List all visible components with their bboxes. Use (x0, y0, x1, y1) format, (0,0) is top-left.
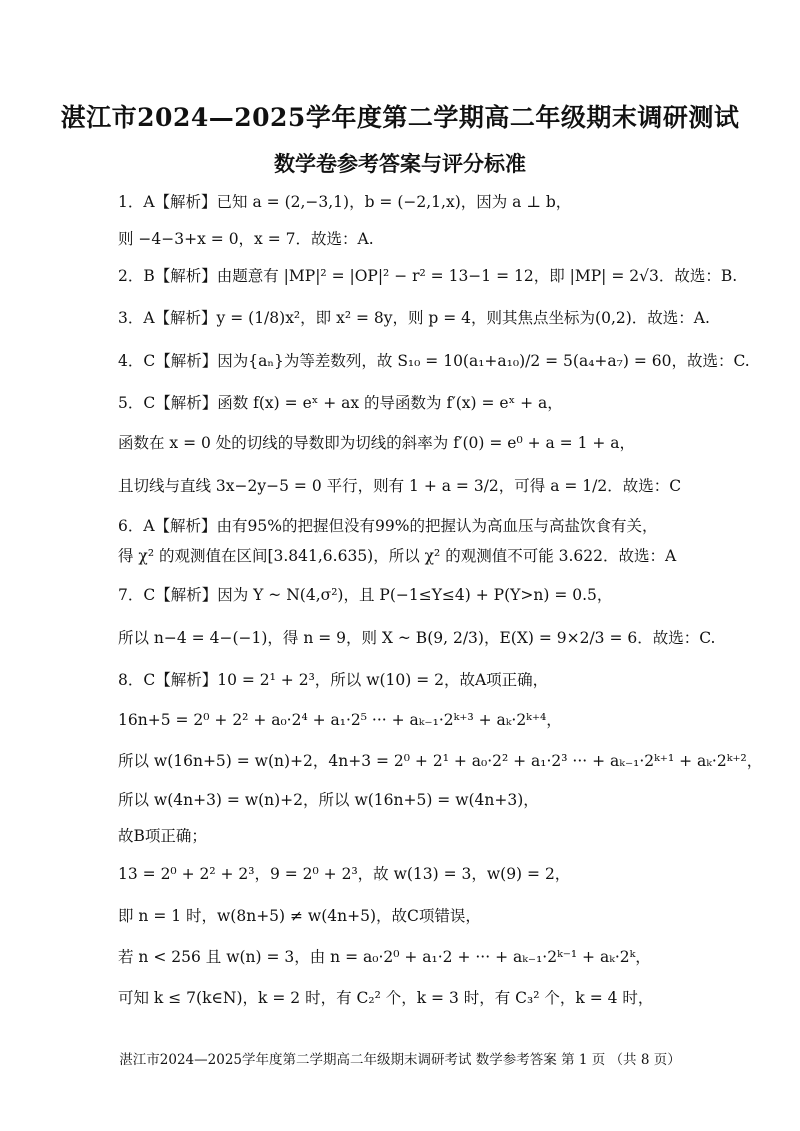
answer-line: 6．A【解析】由有95%的把握但没有99%的把握认为高血压与高盐饮食有关， (118, 517, 658, 535)
answer-line: 4．C【解析】因为{aₙ}为等差数列，故 S₁₀ = 10(a₁+a₁₀)/2 = 5(a₄+a₇) = 60，故选：C. (118, 352, 750, 370)
answer-line: 7．C【解析】因为 Y ~ N(4,σ²)，且 P(−1≤Y≤4) + P(Y>n) = 0.5， (118, 586, 613, 604)
answer-line: 3．A【解析】y = (1/8)x²，即 x² = 8y，则 p = 4，则其焦点坐标为(0,2)．故选：A. (118, 309, 710, 327)
answer-line: 则 −4−3+x = 0，x = 7．故选：A. (118, 230, 374, 248)
answer-line: 16n+5 = 2⁰ + 2² + a₀·2⁴ + a₁·2⁵ ··· + aₖ₋₁·2ᵏ⁺³ + aₖ·2ᵏ⁺⁴， (118, 711, 562, 729)
answer-line: 可知 k ≤ 7(k∈N)，k = 2 时，有 C₂² 个，k = 3 时，有 C₃² 个，k = 4 时， (118, 989, 654, 1007)
answer-line: 所以 n−4 = 4−(−1)，得 n = 9，则 X ~ B(9, 2/3)，E(X) = 9×2/3 = 6．故选：C. (118, 629, 716, 647)
answer-line: 2．B【解析】由题意有 |MP|² = |OP|² − r² = 13−1 = 12，即 |MP| = 2√3．故选：B. (118, 267, 738, 285)
answer-line: 若 n < 256 且 w(n) = 3，由 n = a₀·2⁰ + a₁·2 + ··· + aₖ₋₁·2ᵏ⁻¹ + aₖ·2ᵏ， (118, 948, 651, 966)
answer-line: 13 = 2⁰ + 2² + 2³，9 = 2⁰ + 2³，故 w(13) = 3，w(9) = 2， (118, 865, 571, 883)
answer-line: 8．C【解析】10 = 2¹ + 2³，所以 w(10) = 2，故A项正确， (118, 671, 549, 689)
document-title: 湛江市2024—2025学年度第二学期高二年级期末调研测试 (60, 103, 740, 132)
answer-line: 即 n = 1 时，w(8n+5) ≠ w(4n+5)，故C项错误， (118, 907, 481, 925)
answer-line: 5．C【解析】函数 f(x) = eˣ + ax 的导函数为 f′(x) = eˣ + a， (118, 394, 563, 412)
answer-line: 故B项正确； (118, 827, 207, 845)
answer-line: 得 χ² 的观测值在区间[3.841,6.635)，所以 χ² 的观测值不可能 3.622．故选：A (118, 547, 677, 565)
answer-line: 所以 w(16n+5) = w(n)+2，4n+3 = 2⁰ + 2¹ + a₀·2² + a₁·2³ ··· + aₖ₋₁·2ᵏ⁺¹ + aₖ·2ᵏ⁺²， (118, 752, 763, 770)
answer-line: 所以 w(4n+3) = w(n)+2，所以 w(16n+5) = w(4n+3)， (118, 791, 539, 809)
answer-line: 1．A【解析】已知 a = (2,−3,1)，b = (−2,1,x)，因为 a ⊥ b， (118, 193, 572, 211)
page-footer: 湛江市2024—2025学年度第二学期高二年级期末调研考试 数学参考答案 第 1 页 （共 8 页） (119, 1052, 681, 1068)
answer-line: 函数在 x = 0 处的切线的导数即为切线的斜率为 f′(0) = e⁰ + a = 1 + a， (118, 434, 636, 452)
document-subtitle: 数学卷参考答案与评分标准 (274, 151, 526, 176)
answer-line: 且切线与直线 3x−2y−5 = 0 平行，则有 1 + a = 3/2，可得 a = 1/2．故选：C (118, 477, 682, 495)
